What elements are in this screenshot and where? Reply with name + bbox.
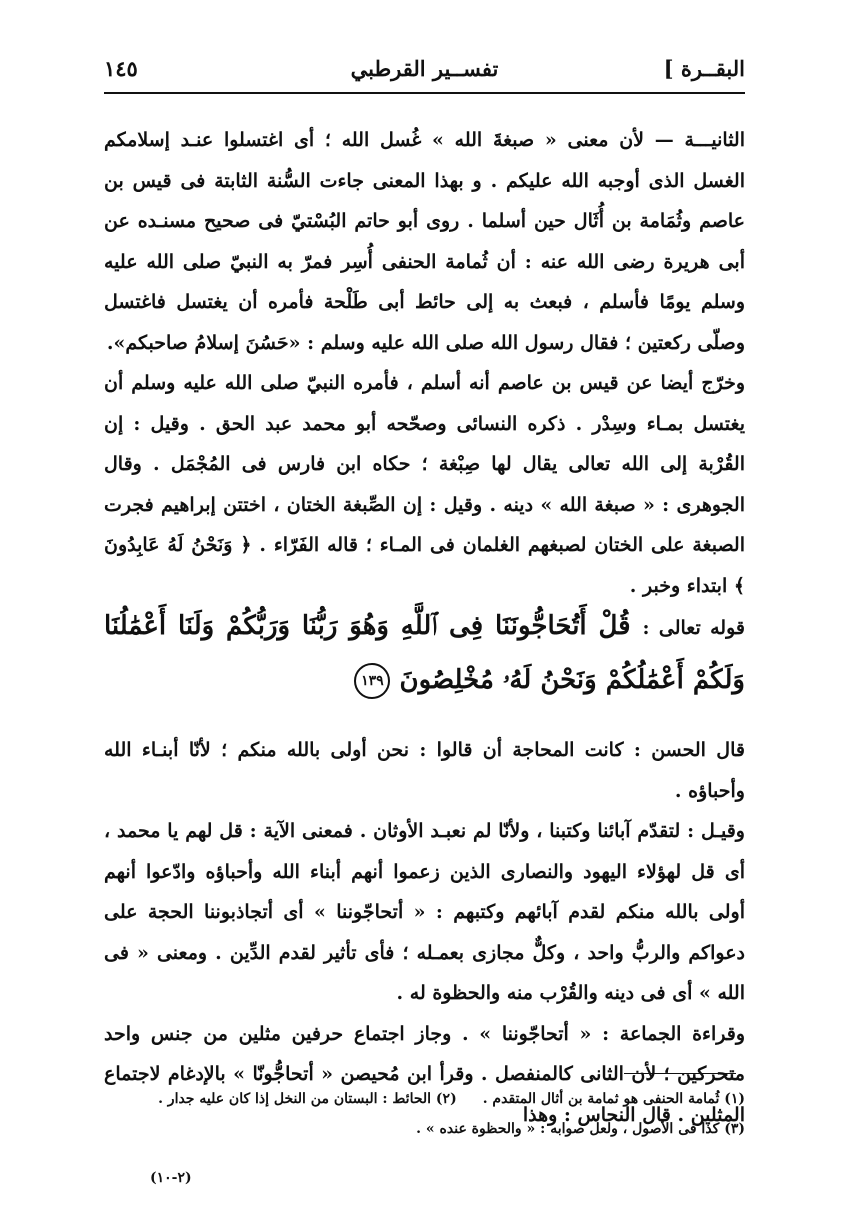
footnote-divider bbox=[624, 1073, 736, 1074]
commentary-after-verse bbox=[104, 730, 745, 1135]
verse-number-marker: ١٣٩ bbox=[354, 663, 390, 699]
footnotes bbox=[104, 1084, 745, 1144]
printer-signature: (٢-١٠) bbox=[150, 1170, 192, 1186]
page-number: ١٤٥ bbox=[104, 56, 138, 81]
footnote-number: (٣) bbox=[724, 1121, 745, 1137]
footnote-text: كذا فى الأصول ، ولعل صوابه : « والحظوة عنده » . bbox=[416, 1121, 720, 1137]
running-header bbox=[104, 54, 745, 94]
commentary-before-verse bbox=[104, 120, 745, 606]
verse-text: قُلْ أَتُحَاجُّونَنَا فِى ٱللَّهِ وَهُوَ رَبُّنَا وَرَبُّكُمْ وَلَنَا أَعْمَٰلُنَا وَلَكُمْ أَعْمَٰلُكُمْ وَنَحْنُ لَهُۥ مُخْلِصُونَ bbox=[104, 611, 745, 695]
paragraph: وقراءة الجماعة : « أتحاجّوننا » . وجاز اجتماع حرفين مثلين من جنس واحد متحركين ؛ لأن الثانى كالمنفصل . وقرأ ابن مُحيصن « أتحاجُّونّا » بالإدغام لاجتماع المثلين . قال النحاس : وهذا bbox=[104, 1022, 745, 1126]
surah-name: البقــرة ] bbox=[663, 56, 745, 81]
quran-verse bbox=[104, 600, 745, 706]
footnote bbox=[158, 1084, 457, 1114]
paragraph: وقيـل : لتقدّم آبائنا وكتبنا ، ولأنّا لم نعبـد الأوثان . فمعنى الآية : قل لهم يا محمد ، أى قل لهؤلاء اليهود والنصارى الذين زعموا أنهم أبناء الله وأحباؤه وادّعوا أنهم أولى بالله منكم لقدم آبائهم وكتبهم : « أتحاجّوننا » أى أتجاذبوننا الحجة على دعواكم والربُّ واحد ، وكلٌّ مجازى بعمـله ؛ فأى تأثير لقدم الدِّين . ومعنى « فى الله » أى فى دينه والقُرْب منه والحظوة له . bbox=[104, 820, 745, 1004]
footnote-number: (١) bbox=[724, 1091, 745, 1107]
footnote-text: الحائط : البستان من النخل إذا كان عليه جدار . bbox=[158, 1091, 432, 1107]
paragraph: وخرّج أيضا عن قيس بن عاصم أنه أسلم ، فأمره النبيّ صلى الله عليه وسلم أن يغتسل بمـاء وسِدْر . ذكره النسائى وصحّحه أبو محمد عبد الحق . وقيل : إن القُرْبة إلى الله تعالى يقال لها صِبْغة ؛ حكاه ابن فارس فى المُجْمَل . وقال الجوهرى : « صبغة الله » دينه . وقيل : إن الصِّبغة الختان ، اختتن إبراهيم فجرت الصبغة على الختان لصبغهم الغلمان فى المـاء ؛ قاله الفَرّاء . ﴿ وَنَحْنُ لَهُ عَابِدُونَ ﴾ ابتداء وخبر . bbox=[104, 372, 745, 597]
verse-intro: قوله تعالى : bbox=[642, 617, 745, 639]
footnote bbox=[416, 1114, 745, 1144]
paragraph: قال الحسن : كانت المحاجة أن قالوا : نحن أولى بالله منكم ؛ لأنّا أبنـاء الله وأحباؤه . bbox=[104, 739, 745, 802]
footnote bbox=[483, 1084, 745, 1114]
footnote-text: ثُمامة الحنفى هو ثمامة بن أثال المتقدم . bbox=[482, 1091, 720, 1107]
footnote-number: (٢) bbox=[435, 1091, 457, 1107]
paragraph: الثانيـــة — لأن معنى « صبغةَ الله » غُسل الله ؛ أى اغتسلوا عنـد إسلامكم الغسل الذى أوجبه الله عليكم . و بهذا المعنى جاءت السُّنة الثابتة فى قيس بن عاصم وثُمَامة بن أُثَال حين أسلما . روى أبو حاتم البُسْتيّ فى صحيح مسنـده عن أبى هريرة رضى الله عنه : أن ثُمامة الحنفى أُسِر فمرّ به النبيّ صلى الله عليه وسلم يومًا فأسلم ، فبعث به إلى حائط أبى طَلْحة فأمره أن يغتسل فاغتسل وصلّى ركعتين ؛ فقال رسول الله صلى الله عليه وسلم : «حَسُنَ إسلامُ صاحبكم». bbox=[104, 129, 745, 354]
book-title: تفســير القرطبي bbox=[350, 56, 499, 81]
